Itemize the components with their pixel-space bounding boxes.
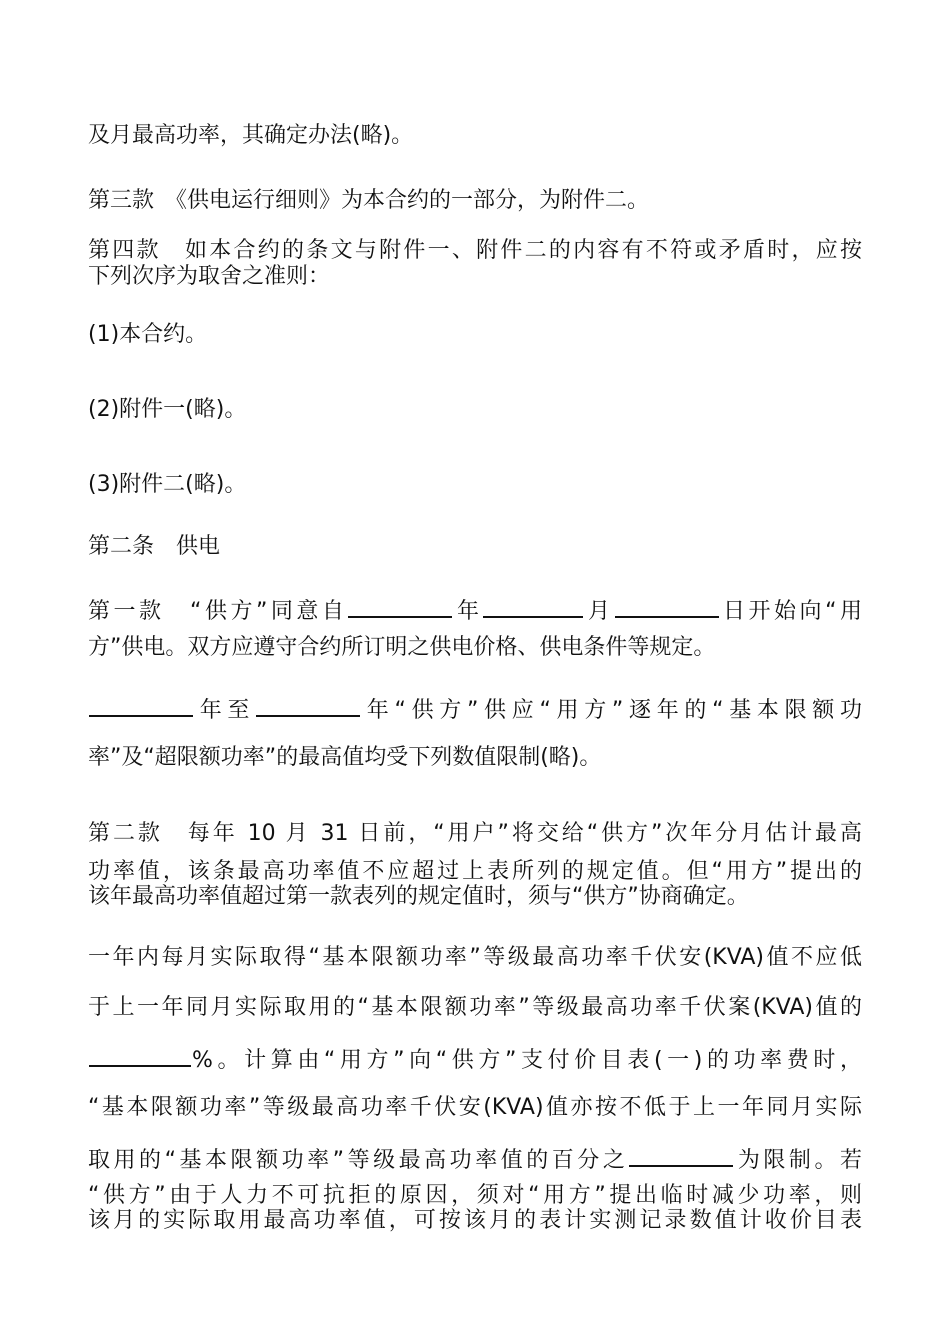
percent-blank	[89, 1043, 191, 1067]
list-item-1: (1)本合约。	[88, 322, 208, 347]
text-segment: 第一款 “供方”同意自	[88, 599, 348, 624]
end-year-blank	[256, 693, 360, 717]
month-blank	[483, 594, 583, 618]
text-line: 及月最高功率，其确定办法(略)。	[88, 123, 414, 148]
paragraph-line-7: 该月的实际取用最高功率值，可按该月的表计实测记录数值计收价目表	[88, 1208, 862, 1233]
text-segment: 年“供方”供应“用方”逐年的“基本限额功	[361, 698, 862, 723]
paragraph-line-2: 于上一年同月实际取用的“基本限额功率”等级最高功率千伏案(KVA)值的	[88, 995, 862, 1020]
paragraph-line-1: 一年内每月实际取得“基本限额功率”等级最高功率千伏安(KVA)值不应低	[88, 945, 862, 970]
text-segment: 年	[453, 599, 483, 624]
article-2-heading: 第二条 供电	[88, 534, 221, 559]
text-segment: 日开始向“用	[719, 599, 862, 624]
paragraph-line-6: “供方”由于人力不可抗拒的原因，须对“用方”提出临时减少功率，则	[88, 1183, 862, 1208]
start-year-blank	[89, 693, 193, 717]
text-segment: 为限制。若	[734, 1148, 862, 1173]
clause-3-paragraph: 第三款 《供电运行细则》为本合约的一部分，为附件二。	[88, 188, 650, 213]
limit-line: 率”及“超限额功率”的最高值均受下列数值限制(略)。	[88, 745, 602, 770]
year-range-line	[88, 693, 862, 726]
paragraph-line-4: “基本限额功率”等级最高功率千伏安(KVA)值亦按不低于上一年同月实际	[88, 1095, 862, 1120]
text-segment: 取用的“基本限额功率”等级最高功率值的百分之	[88, 1148, 629, 1173]
text-segment: 月	[584, 599, 614, 624]
list-item-2: (2)附件一(略)。	[88, 397, 247, 422]
day-blank	[615, 594, 719, 618]
text-segment: 年至	[194, 698, 256, 723]
clause-4-line-1: 第四款 如本合约的条文与附件一、附件二的内容有不符或矛盾时，应按	[88, 238, 862, 263]
article-2-clause-2-line-2: 功率值，该条最高功率值不应超过上表所列的规定值。但“用方”提出的	[88, 859, 862, 884]
year-blank	[348, 594, 452, 618]
percentage-blank	[629, 1143, 733, 1167]
article-2-clause-1-line-2: 方”供电。双方应遵守合约所订明之供电价格、供电条件等规定。	[88, 635, 716, 660]
paragraph-line-5	[88, 1143, 862, 1176]
clause-4-line-2: 下列次序为取舍之准则：	[88, 264, 331, 289]
article-2-clause-1-line-1	[88, 594, 862, 627]
article-2-clause-2-line-1: 第二款 每年 10 月 31 日前，“用户”将交给“供方”次年分月估计最高	[88, 821, 862, 846]
text-segment: %。计算由“用方”向“供方”支付价目表(一)的功率费时，	[192, 1048, 862, 1073]
paragraph-line-3	[88, 1043, 862, 1076]
article-2-clause-2-line-3: 该年最高功率值超过第一款表列的规定值时，须与“供方”协商确定。	[88, 884, 749, 909]
list-item-3: (3)附件二(略)。	[88, 472, 247, 497]
